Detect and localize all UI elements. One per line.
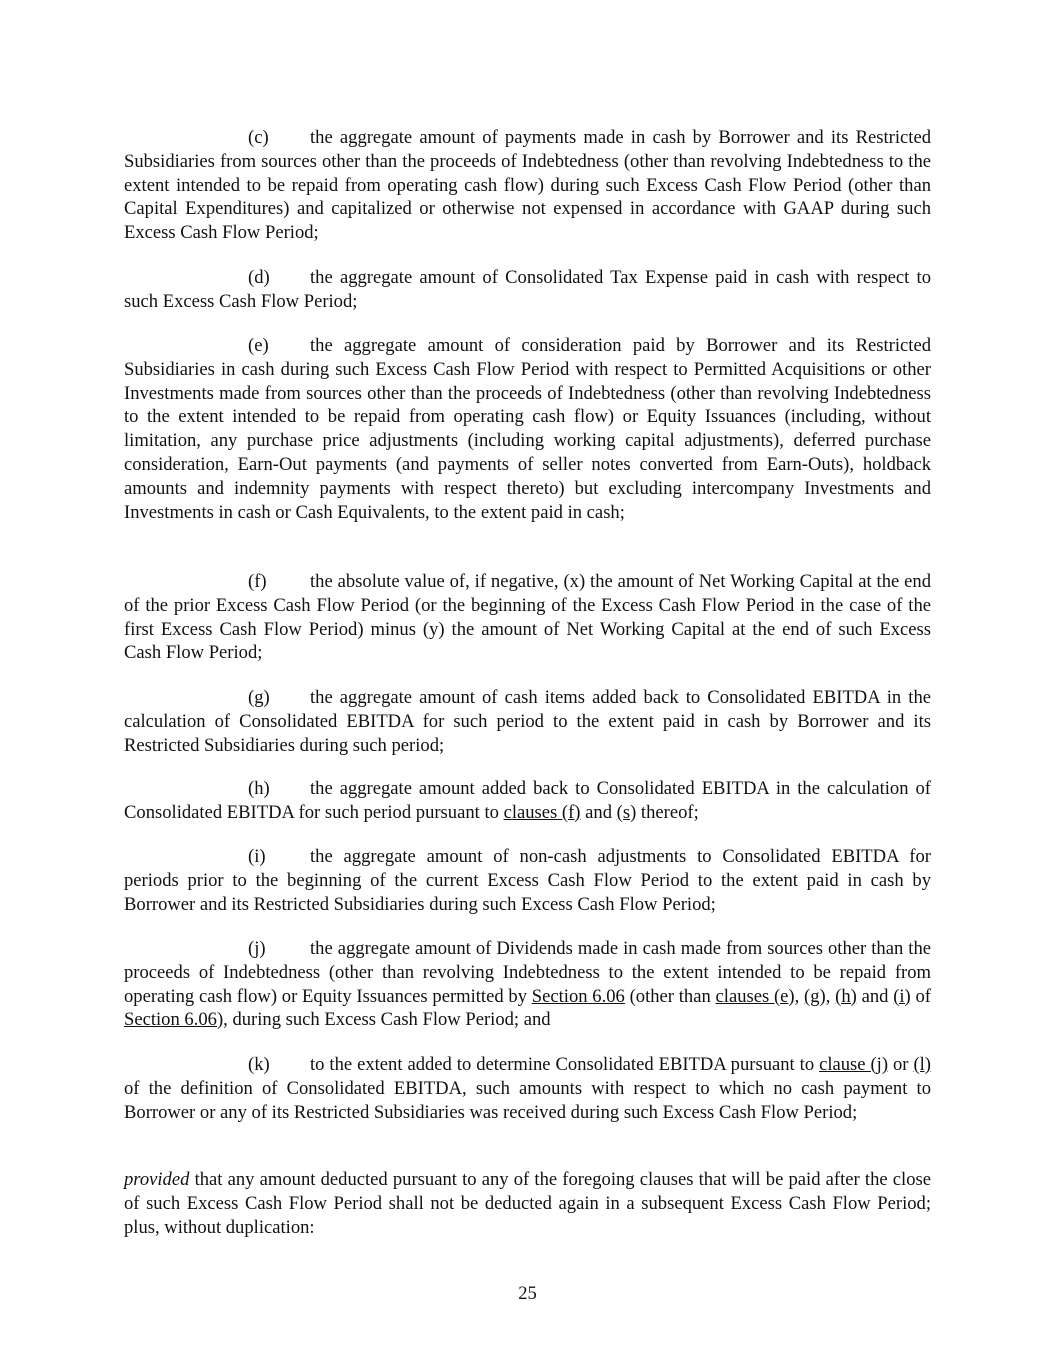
cross-reference-link[interactable]: (s) (616, 801, 637, 823)
clause-text: to the extent added to determine Consolidated EBITDA pursuant to (310, 1054, 820, 1075)
clause-text: the aggregate amount of Consolidated Tax Expense paid in cash with respect to such Excess Cash Flow Period; (124, 267, 931, 312)
clause-text: the aggregate amount of Dividends made in cash made from sources other than the proceeds of Indebtedness (other than revolving Indebtedness to the extent intended to be repaid from operating cash flow) or Equity Issuances permitted by (124, 938, 931, 1007)
clause-number: (e) (248, 335, 269, 356)
clause-text: and (580, 801, 617, 823)
clause-text: (other than (624, 985, 716, 1007)
cross-reference-link[interactable]: (i) (893, 985, 911, 1007)
proviso-italic-lead: provided (124, 1169, 190, 1190)
cross-reference-link[interactable]: clauses (e) (715, 985, 795, 1007)
cross-reference-link[interactable]: (g) (804, 985, 826, 1007)
proviso-text: that any amount deducted pursuant to any of the foregoing clauses that will be paid after the close of such Excess Cash Flow Period shall not be deducted again in a subsequent Excess Cash Flow Period; plus, without duplication: (124, 1169, 931, 1238)
clause-number: (k) (248, 1054, 270, 1075)
clause-text: of (910, 985, 931, 1007)
clause-number: (g) (248, 687, 270, 708)
cross-reference-link[interactable]: (h) (835, 985, 857, 1007)
clause-number: (j) (248, 938, 266, 959)
clause-text: the aggregate amount added back to Consolidated EBITDA in the calculation of Consolidated EBITDA for such period pursuant to (124, 778, 931, 823)
clause-text: or (888, 1054, 914, 1075)
clause-text: , (825, 985, 836, 1007)
clause-i (124, 845, 931, 916)
clause-number: (c) (248, 127, 269, 148)
clause-number: (d) (248, 267, 270, 288)
page-number: 25 (518, 1283, 537, 1304)
clause-f (124, 570, 931, 665)
clause-h (124, 777, 931, 825)
clause-number: (f) (248, 571, 267, 592)
clause-text: the aggregate amount of non-cash adjustments to Consolidated EBITDA for periods prior to the beginning of the current Excess Cash Flow Period to the extent paid in cash by Borrower and its Restricted Subsidiaries during such Excess Cash Flow Period; (124, 846, 931, 915)
cross-reference-link[interactable]: (l) (913, 1054, 931, 1075)
clause-text: and (856, 985, 894, 1007)
clause-text: the aggregate amount of cash items added back to Consolidated EBITDA in the calculation of Consolidated EBITDA for such period to the extent paid in cash by Borrower and its Restricted Subsidiaries during such period; (124, 687, 931, 756)
clause-text: thereof; (636, 801, 699, 823)
proviso-paragraph (124, 1168, 931, 1239)
clause-k (124, 1053, 931, 1124)
clause-text: the absolute value of, if negative, (x) the amount of Net Working Capital at the end of the prior Excess Cash Flow Period (or the beginning of the Excess Cash Flow Period in the case of the first Excess Cash Flow Period) minus (y) the amount of Net Working Capital at the end of such Excess Cash Flow Period; (124, 571, 931, 664)
cross-reference-link[interactable]: clause (j) (819, 1054, 889, 1075)
clause-e (124, 334, 931, 524)
clause-text: ), during such Excess Cash Flow Period; and (216, 1009, 551, 1031)
clause-text: the aggregate amount of payments made in cash by Borrower and its Restricted Subsidiaries from sources other than the proceeds of Indebtedness (other than revolving Indebtedness to the extent intended to be repaid from operating cash flow) during such Excess Cash Flow Period (other than Capital Expenditures) and capitalized or otherwise not expensed in accordance with GAAP during such Excess Cash Flow Period; (124, 127, 931, 244)
clause-number: (i) (248, 846, 266, 867)
clause-text: , (794, 985, 805, 1007)
cross-reference-link[interactable]: clauses (f) (503, 801, 581, 823)
cross-reference-link[interactable]: Section 6.06 (124, 1009, 217, 1031)
clause-number: (h) (248, 778, 270, 799)
clause-text: the aggregate amount of consideration paid by Borrower and its Restricted Subsidiaries in cash during such Excess Cash Flow Period with respect to Permitted Acquisitions or other Investments made from sources other than the proceeds of Indebtedness (other than revolving Indebtedness to the extent intended to be repaid from operating cash flow) or Equity Issuances (including, without limitation, any purchase price adjustments (including working capital adjustments), deferred purchase consideration, Earn-Out payments (and payments of seller notes converted from Earn-Outs), holdback amounts and indemnity payments with respect thereto) but excluding intercompany Investments and Investments in cash or Cash Equivalents, to the extent paid in cash; (124, 335, 931, 523)
clause-g (124, 686, 931, 757)
clause-c (124, 126, 931, 245)
clause-j (124, 937, 931, 1032)
clause-text: of the definition of Consolidated EBITDA, such amounts with respect to which no cash payment to Borrower or any of its Restricted Subsidiaries was received during such Excess Cash Flow Period; (124, 1077, 931, 1123)
clause-d (124, 266, 931, 314)
cross-reference-link[interactable]: Section 6.06 (531, 985, 625, 1007)
